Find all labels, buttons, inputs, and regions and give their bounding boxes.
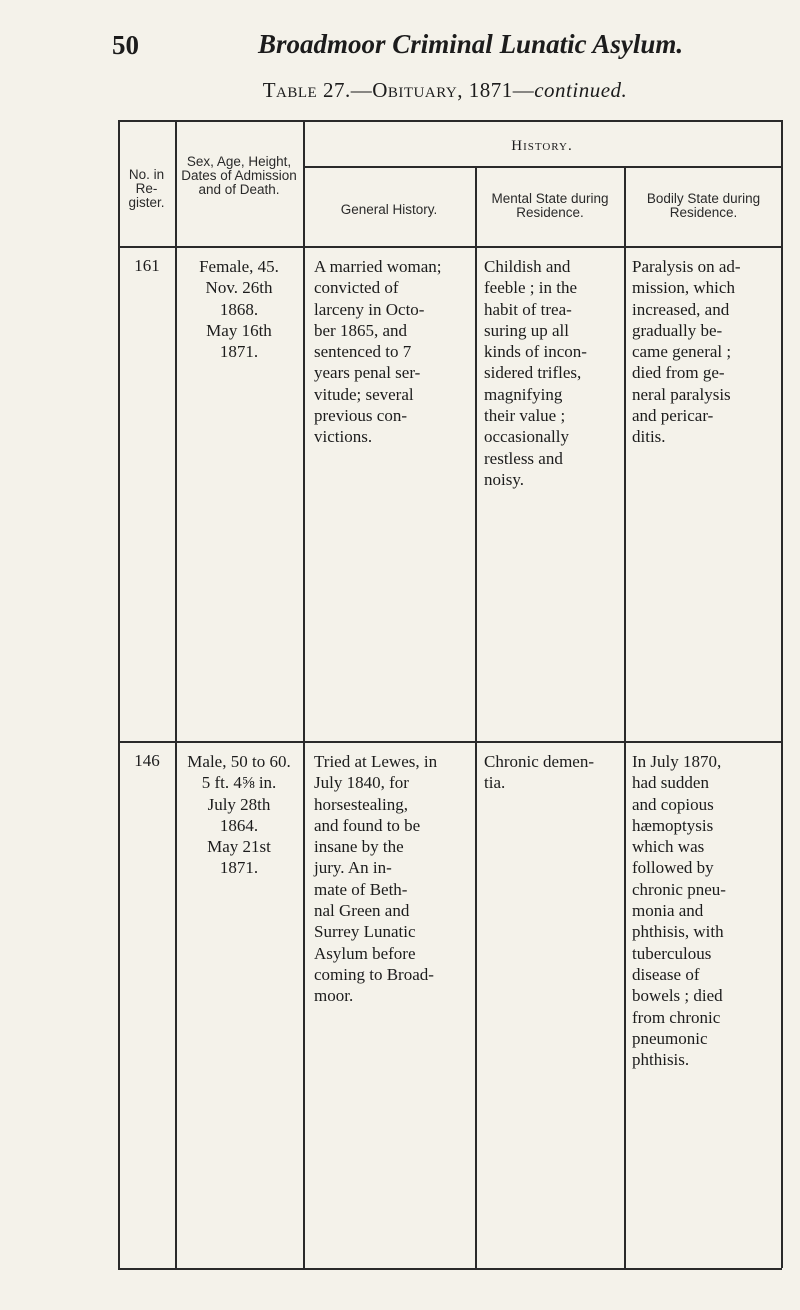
table-label: Table 27.	[262, 78, 351, 102]
bodily-state-line: had sudden	[632, 773, 709, 793]
general-history-line: horsestealing,	[314, 794, 408, 814]
bodily-state-line: and pericar-	[632, 406, 714, 426]
sex-age-line: Male, 50 to 60.	[187, 752, 291, 771]
header-sex-age: Sex, Age, Height, Dates of Admission and of Death.	[181, 154, 297, 197]
mental-state-line: magnifying	[484, 384, 563, 404]
column-rule-4	[475, 166, 477, 1268]
running-head: Broadmoor Criminal Lunatic Asylum.	[258, 29, 684, 59]
column-rule-3	[303, 120, 305, 1268]
mental-state-cell	[484, 256, 620, 490]
table-caption: Table 27.—Obituary, 1871—continued.	[262, 78, 628, 102]
sex-age-line: 1871.	[219, 858, 259, 878]
sex-age-line: Female, 45.	[199, 257, 279, 276]
sex-age-line: May 21st	[207, 837, 271, 857]
bodily-state-line: which was	[632, 837, 705, 857]
history-subrule	[303, 166, 781, 168]
general-history-line: vitude; several	[314, 384, 414, 404]
sex-age-cell	[178, 751, 300, 879]
general-history-line: victions.	[314, 427, 373, 447]
general-history-line: ber 1865, and	[314, 320, 408, 340]
bodily-state-line: In July 1870,	[632, 752, 722, 771]
page-number: 50	[112, 30, 139, 60]
mental-state-cell	[484, 751, 620, 794]
general-history-line: Tried at Lewes, in	[314, 752, 438, 771]
bodily-state-line: followed by	[632, 858, 714, 878]
mental-state-line: their value ;	[484, 406, 566, 426]
register-number: 146	[134, 751, 160, 770]
bodily-state-line: bowels ; died	[632, 986, 723, 1006]
mental-state-line: noisy.	[484, 469, 524, 489]
sex-age-line: 5 ft. 4⅝ in.	[201, 773, 277, 793]
top-rule	[118, 120, 782, 122]
sex-age-line: 1871.	[219, 342, 259, 362]
bodily-state-line: died from ge-	[632, 363, 725, 383]
general-history-line: A married woman;	[314, 257, 442, 276]
general-history-line: coming to Broad-	[314, 964, 434, 984]
general-history-line: mate of Beth-	[314, 879, 408, 899]
header-register: No. in Re- gister.	[128, 167, 165, 210]
general-history-line: jury. An in-	[314, 858, 392, 878]
mental-state-line: sidered trifles,	[484, 363, 582, 383]
column-rule-5	[624, 166, 626, 1268]
bodily-state-line: phthisis, with	[632, 922, 724, 942]
general-history-line: nal Green and	[314, 901, 410, 921]
bodily-state-cell	[632, 256, 779, 448]
row-divider-rule	[118, 741, 782, 743]
bodily-state-line: gradually be-	[632, 320, 723, 340]
bodily-state-line: monia and	[632, 901, 704, 921]
bodily-state-cell	[632, 751, 777, 1070]
mental-state-line: tia.	[484, 773, 506, 793]
general-history-line: Surrey Lunatic	[314, 922, 416, 942]
sex-age-line: Nov. 26th	[205, 278, 273, 298]
sex-age-line: 1864.	[219, 815, 259, 835]
general-history-line: moor.	[314, 986, 354, 1006]
mental-state-line: Childish and	[484, 257, 571, 276]
header-mental: Mental State during Residence.	[491, 191, 609, 220]
general-history-line: and found to be	[314, 815, 421, 835]
sex-age-cell	[178, 256, 300, 362]
bodily-state-line: neral paralysis	[632, 384, 731, 404]
general-history-cell	[314, 751, 469, 1007]
bodily-state-line: increased, and	[632, 299, 730, 319]
sex-age-line: May 16th	[206, 320, 272, 340]
column-rule-6	[781, 120, 783, 1268]
general-history-line: convicted of	[314, 278, 399, 298]
mental-state-line: occasionally	[484, 427, 569, 447]
general-history-line: years penal ser-	[314, 363, 421, 383]
bodily-state-line: pneumonic	[632, 1028, 708, 1048]
column-rule-1	[118, 120, 120, 1268]
general-history-cell	[314, 256, 469, 448]
header-general: General History.	[340, 202, 438, 217]
mental-state-line: suring up all	[484, 320, 569, 340]
bodily-state-line: from chronic	[632, 1007, 721, 1027]
general-history-line: sentenced to 7	[314, 342, 412, 362]
bodily-state-line: came general ;	[632, 342, 732, 362]
sex-age-line: 1868.	[219, 299, 259, 319]
general-history-line: Asylum before	[314, 943, 416, 963]
bodily-state-line: ditis.	[632, 427, 666, 447]
header-bodily: Bodily State during Residence.	[646, 191, 761, 220]
bodily-state-line: tuberculous	[632, 943, 712, 963]
bodily-state-line: disease of	[632, 964, 700, 984]
mental-state-line: restless and	[484, 448, 563, 468]
table-continued: continued.	[534, 78, 628, 102]
sex-age-line: July 28th	[207, 794, 271, 814]
table-title: Obituary, 1871	[372, 78, 513, 102]
general-history-line: larceny in Octo-	[314, 299, 425, 319]
mental-state-line: feeble ; in the	[484, 278, 577, 298]
header-bottom-rule	[118, 246, 782, 248]
column-rule-2	[175, 120, 177, 1268]
bodily-state-line: phthisis.	[632, 1050, 690, 1070]
bodily-state-line: hæmoptysis	[632, 815, 714, 835]
mental-state-line: Chronic demen-	[484, 752, 594, 771]
bodily-state-line: Paralysis on ad-	[632, 257, 741, 276]
bottom-rule	[118, 1268, 782, 1270]
general-history-line: July 1840, for	[314, 773, 409, 793]
header-history: History.	[511, 138, 573, 154]
bodily-state-line: chronic pneu-	[632, 879, 726, 899]
bodily-state-line: mission, which	[632, 278, 735, 298]
register-number: 161	[134, 256, 160, 275]
general-history-line: previous con-	[314, 406, 408, 426]
general-history-line: insane by the	[314, 837, 404, 857]
mental-state-line: kinds of incon-	[484, 342, 587, 362]
bodily-state-line: and copious	[632, 794, 714, 814]
mental-state-line: habit of trea-	[484, 299, 572, 319]
